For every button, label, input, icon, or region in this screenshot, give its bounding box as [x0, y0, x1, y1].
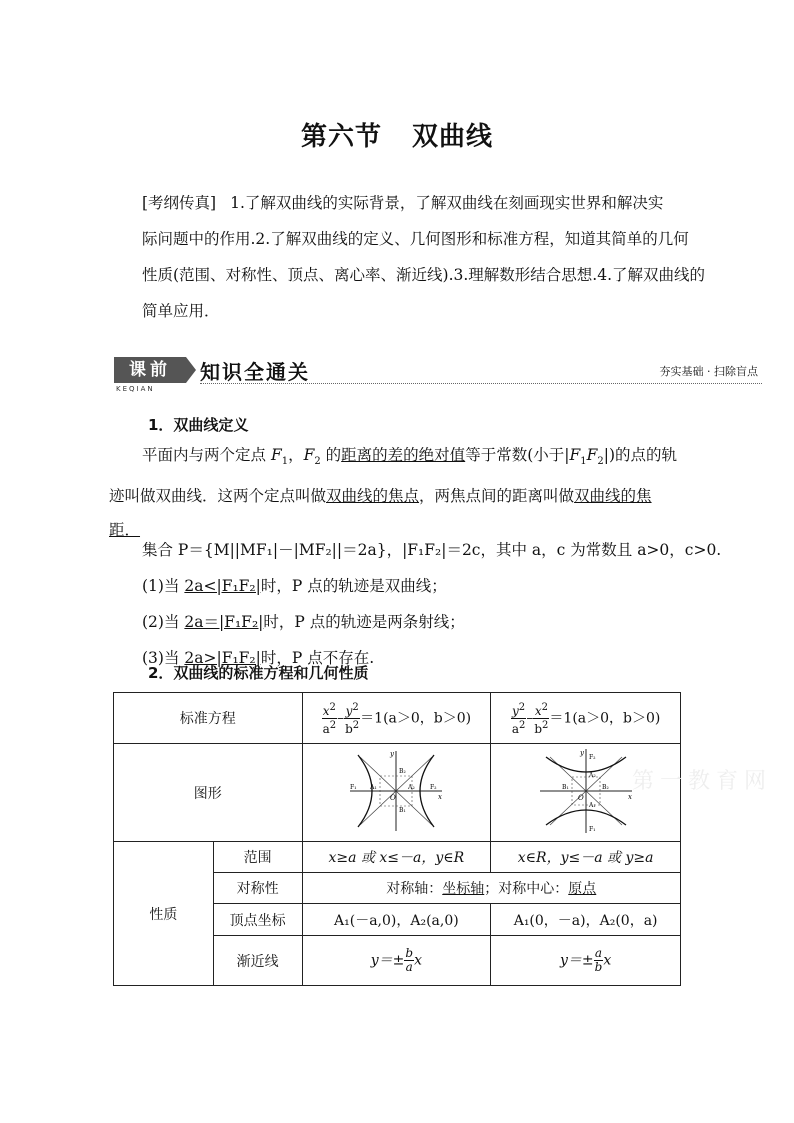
outline-line-1: 1.了解双曲线的实际背景，了解双曲线在刻画现实世界和解决实	[230, 194, 664, 212]
case-1: (1)当 2a<|F₁F₂|时，P 点的轨迹是双曲线；	[142, 577, 447, 595]
def-underline-4: 距．	[109, 521, 141, 540]
section2-title: 2．双曲线的标准方程和几何性质	[148, 664, 369, 682]
def-underline-1: 距离的差的绝对值	[341, 446, 466, 464]
graph1-x: x	[438, 792, 443, 801]
vertex-2: A₁(0，－a)，A₂(0，a)	[491, 904, 681, 936]
outline-label: [考纲传真]	[142, 194, 217, 212]
banner-heading: 知识全通关	[200, 360, 310, 384]
title-part1: 第六节	[300, 122, 382, 152]
range-1: x≥a 或 x≤－a，y∈R	[302, 842, 491, 873]
banner-slogan: 夯实基础 · 扫除盲点	[659, 365, 758, 378]
watermark: 第一教育网	[632, 769, 773, 794]
set-and-cases	[142, 532, 722, 676]
banner-pinyin: KEQIAN	[116, 385, 155, 393]
title-part2: 双曲线	[412, 122, 494, 152]
graph2-f2: F₂	[588, 753, 596, 761]
graph1-f2: F₂	[430, 783, 437, 791]
graph2-a2: A₂	[588, 771, 596, 779]
banner-rule	[200, 383, 762, 384]
syllabus-outline	[142, 185, 706, 329]
graph1-y: y	[390, 749, 395, 758]
symmetry-value: 对称轴：坐标轴；对称中心：原点	[302, 873, 681, 904]
hyperbola-vertical-graph	[536, 747, 636, 835]
asymptote-label: 渐近线	[213, 936, 302, 986]
asymptote-1: y＝± $\frac{b}{a}$ x	[302, 936, 491, 986]
definition-paragraph: 平面内与两个定点 $F_1$，$F_2$ 的距离的差的绝对值等于常数(小于$|F_1F_2|$)的点的轨 迹叫做双曲线．这两个定点叫做双曲线的焦点，两焦点间的距离叫做双曲线的焦 距．	[109, 446, 678, 540]
graph-horizontal-cell	[302, 744, 491, 842]
vertex-1: A₁(－a,0)，A₂(a,0)	[302, 904, 491, 936]
std-eq-2: $\frac{y^2}{a^2}$ – $\frac{x^2}{b^2}$ ＝1(a＞0，b＞0)	[491, 693, 681, 744]
range-label: 范围	[213, 842, 302, 873]
graph2-y: y	[579, 748, 584, 757]
def-underline-3: 双曲线的焦	[574, 487, 652, 506]
graph1-o: O	[390, 793, 397, 802]
asymptote-2: y＝± $\frac{a}{b}$ x	[491, 936, 681, 986]
def-underline-2: 双曲线的焦点	[326, 487, 420, 506]
graph1-a1: A₁	[370, 783, 378, 791]
case-3: (3)当 2a>|F₁F₂|时，P 点不存在.	[142, 649, 375, 667]
outline-line-3: 性质(范围、对称性、顶点、离心率、渐近线).3.理解数形结合思想.4.了解双曲线的	[142, 266, 706, 284]
set-line: 集合 P＝{M||MF₁|－|MF₂||＝2a}，|F₁F₂|＝2c，其中 a，c 为常数且 a>0，c>0.	[142, 541, 722, 559]
outline-line-2: 际问题中的作用.2.了解双曲线的定义、几何图形和标准方程，知道其简单的几何	[142, 230, 689, 248]
graph2-b2: B₂	[601, 783, 609, 791]
graph2-x: x	[627, 792, 632, 801]
case-2: (2)当 2a＝|F₁F₂|时，P 点的轨迹是两条射线；	[142, 613, 465, 631]
graph1-b2: B₂	[399, 767, 407, 775]
outline-line-4: 简单应用．	[142, 302, 220, 320]
graph1-f1: F₁	[350, 783, 357, 791]
page-title	[0, 116, 794, 153]
banner-tag: 课前	[114, 357, 186, 383]
properties-table	[113, 692, 681, 986]
graph-label: 图形	[114, 744, 303, 842]
symmetry-label: 对称性	[213, 873, 302, 904]
hyperbola-horizontal-graph	[346, 747, 446, 835]
graph2-b1: B₁	[561, 783, 569, 791]
std-eq-1: $\frac{x^2}{a^2}$ – $\frac{y^2}{b^2}$ ＝1(a＞0，b＞0)	[302, 693, 491, 744]
section1-title: 1．双曲线定义	[148, 416, 249, 434]
range-2: x∈R，y≤－a 或 y≥a	[491, 842, 681, 873]
graph2-f1: F₁	[588, 825, 596, 833]
graph2-a1: A₁	[588, 801, 596, 809]
section-banner	[114, 355, 762, 395]
props-label: 性质	[114, 842, 214, 986]
graph2-o: O	[577, 793, 584, 802]
graph1-b1: B₁	[399, 806, 407, 814]
graph1-a2: A₂	[408, 783, 416, 791]
std-eq-label: 标准方程	[114, 693, 303, 744]
vertex-label: 顶点坐标	[213, 904, 302, 936]
